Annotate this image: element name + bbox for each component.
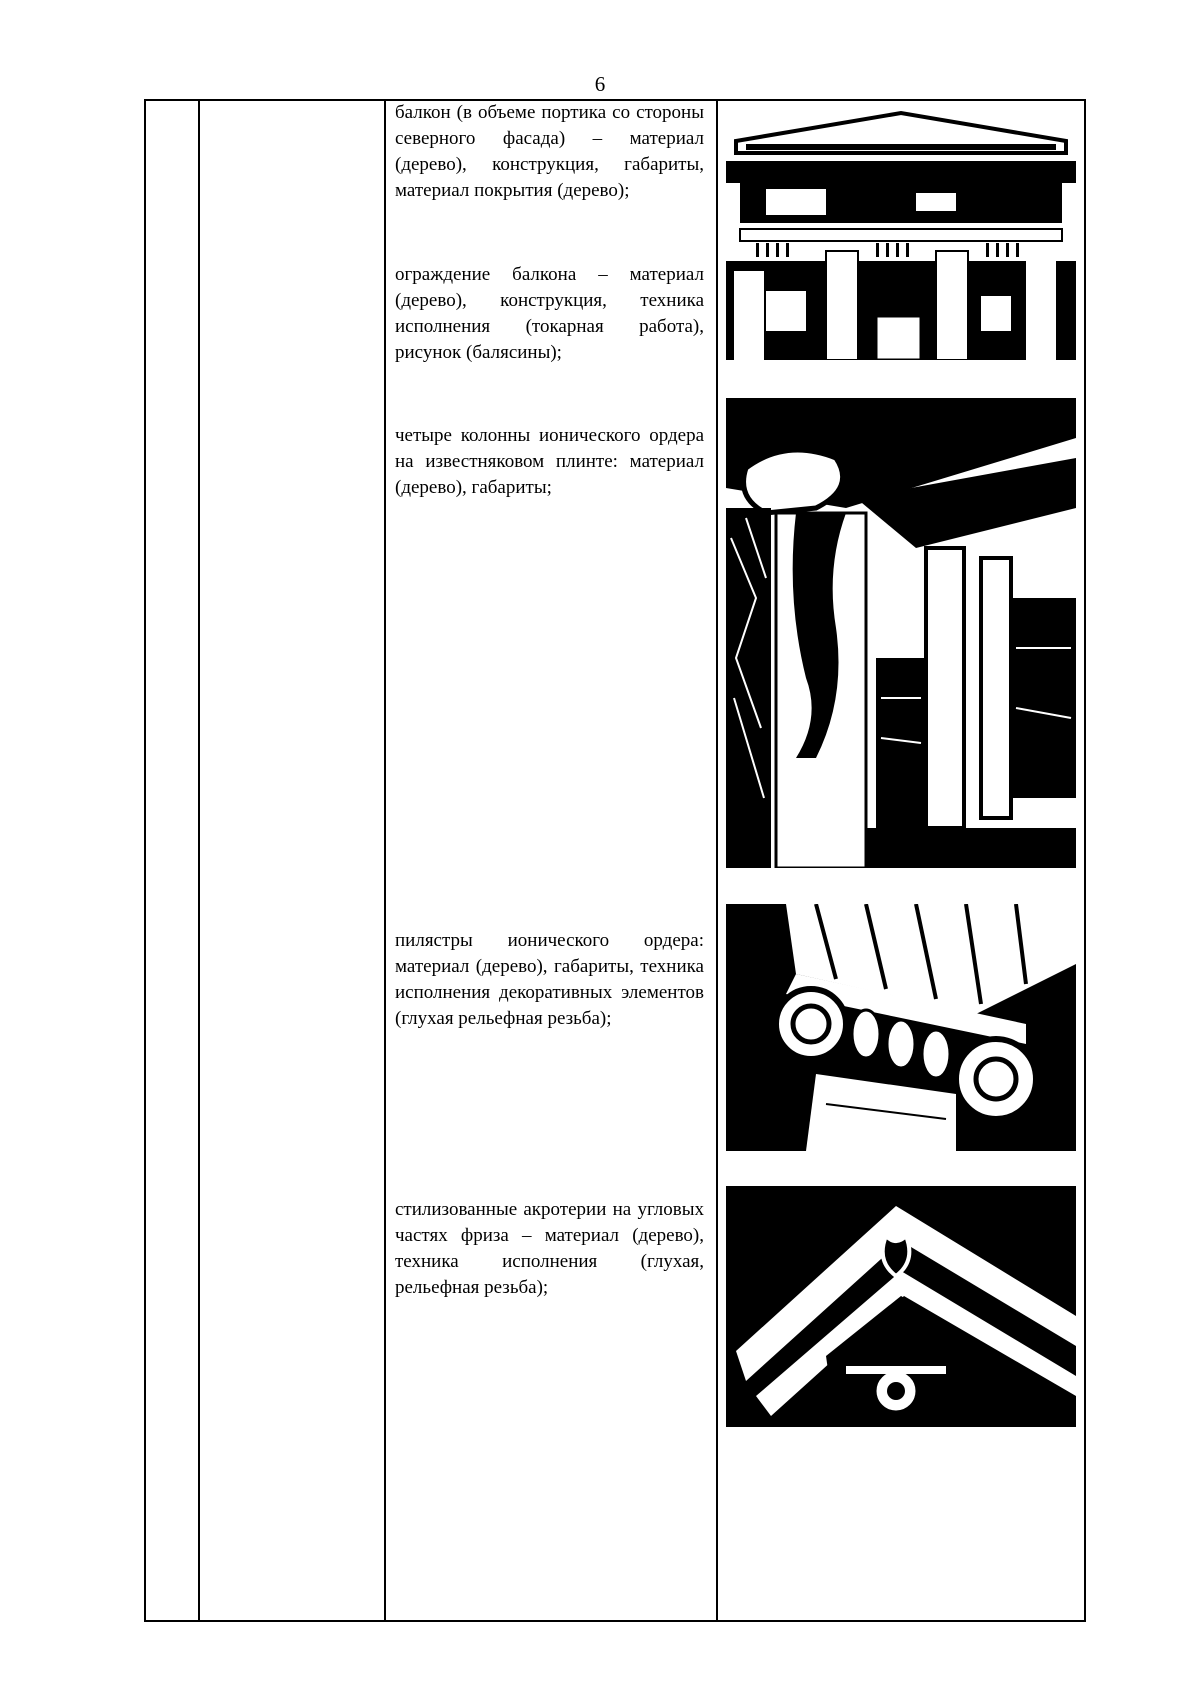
column-divider — [716, 101, 718, 1620]
row-text-acroteria: стилизованные акротерии на угловых частях фриза – материал (дерево), техника исполнения (глухая, рельефная резьба); — [395, 1199, 704, 1298]
portico-balcony-photo — [726, 101, 1076, 360]
row-text-railing: ограждение балкона – материал (дерево), конструкция, техника исполнения (токарная работа), рисунок (балясины); — [395, 264, 704, 363]
column-divider — [384, 101, 386, 1620]
ionic-capital-photo — [726, 904, 1076, 1151]
column-divider — [198, 101, 200, 1620]
page-number: 6 — [594, 72, 606, 96]
acroterion-photo — [726, 1186, 1076, 1427]
row-text-columns: четыре колонны ионического ордера на известняковом плинте: материал (дерево), габариты; — [395, 425, 704, 498]
ionic-columns-photo — [726, 398, 1076, 868]
row-text-balcony: балкон (в объеме портика со стороны северного фасада) – материал (дерево), конструкция, габариты, материал покрытия (дерево); — [395, 102, 704, 201]
row-text-pilasters: пилястры ионического ордера: материал (дерево), габариты, техника исполнения декоративных элементов (глухая рельефная резьба); — [395, 930, 704, 1029]
